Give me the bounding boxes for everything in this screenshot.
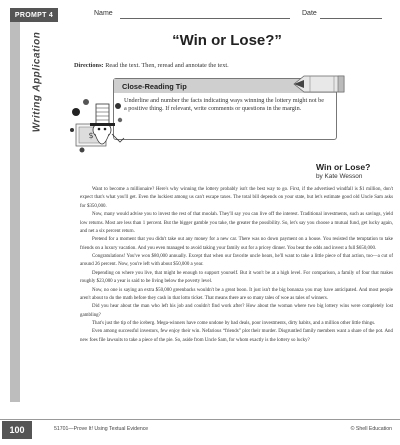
- footer-publisher: © Shell Education: [350, 426, 392, 432]
- footer-book-title: 51701—Prove It! Using Textual Evidence: [54, 426, 149, 432]
- article-paragraph: Now, no one is saying an extra $50,000 greenbacks wouldn't be a great boon. It just isn't the big bonanza you may have anticipated. And most people aren't about to do the math before they cash in that lotto ticket. That means there are so many tales of woe as tales of winners.: [80, 287, 393, 301]
- article-body: [80, 186, 393, 345]
- article-paragraph: Did you hear about the man who left his job and couldn't find work after? How about the woman where two big lottery wins were completely lost gambling?: [80, 304, 393, 318]
- name-date-bar: [94, 10, 394, 22]
- article-author: by Kate Wesson: [316, 173, 363, 180]
- tip-heading: Close-Reading Tip: [114, 79, 336, 93]
- name-label: Name: [94, 10, 113, 17]
- footer-divider: [0, 419, 400, 420]
- pencil-icon: [290, 72, 348, 94]
- article-paragraph: Now, many would advise you to invest the rest of that moolah. They'll say you can live off the interest. Traditional investments, such as savings, yield low returns. Most are less than 1 percent. But the bigger gamble you take, the greater the possibility. So, let's say you choose a mutual fund, get lucky again, and net a six percent return.: [80, 212, 393, 234]
- side-title: [26, 32, 48, 132]
- article-paragraph: Want to become a millionaire? Here's why winning the lottery probably isn't the best way to go. First, if the advertised windfall is $1 million, don't expect that's what you'll get. Even the luckiest among us can't escape taxes. The total bill depends on your state, but let's estimate good old Uncle Sam asks for $350,000.: [80, 187, 393, 209]
- uncle-sam-illustration: [68, 90, 130, 156]
- directions: [74, 62, 394, 69]
- side-strip: [10, 22, 20, 402]
- date-label: Date: [302, 10, 317, 17]
- article-header: [316, 162, 398, 180]
- page-number: 100: [2, 421, 32, 439]
- svg-text:$: $: [88, 131, 94, 140]
- article-paragraph: Pretend for a moment that you didn't take out any money for a new car. There was no down payment on a house. You resisted the temptation to take friends on a luxury vacation. And you even managed to avoid taking your family out for a pricey dinner. You beat the odds and invest a full $650,000.: [80, 237, 393, 251]
- article-paragraph: Depending on where you live, that might be enough to support yourself. But it won't be at a high level. For comparison, a family of four that makes roughly $23,000 a year is said to be living below the poverty level.: [80, 270, 393, 285]
- prompt-tab: PROMPT 4: [10, 8, 58, 22]
- name-line: [120, 18, 290, 19]
- page-title: “Win or Lose?”: [172, 32, 282, 49]
- sidebar: [0, 0, 58, 445]
- article-paragraph: Even among successful investors, few enjoy their win. Nefarious “friends” plot their murder. Disgruntled family members want a share of the pot. And new foes file lawsuits to take a piece of the pie. So, aside from Uncle Sam, for whom exactly is the lottery so lucky?: [80, 329, 393, 343]
- article-paragraph: That's just the tip of the iceberg. Mega-winners have come undone by bad deals, poor investments, dirty habits, and a million other little things.: [92, 321, 376, 326]
- directions-text: Read the text. Then, reread and annotate the text.: [105, 62, 229, 69]
- directions-label: Directions:: [74, 62, 104, 69]
- article-title: Win or Lose?: [316, 162, 371, 172]
- side-title-text: Writing Application: [31, 31, 43, 133]
- tip-body: Underline and number the facts indicating ways winning the lottery might not be a positive thing. If relevant, write comments or questions in the margin.: [124, 97, 325, 112]
- date-line: [320, 18, 382, 19]
- article-paragraph: Congratulations! You've won $80,000 annually. Except that when our favorite uncle hears, he'll want to take a little piece of that action, too—a cut of around 26 percent. Now, you're left with about $50,000 a year.: [80, 254, 393, 268]
